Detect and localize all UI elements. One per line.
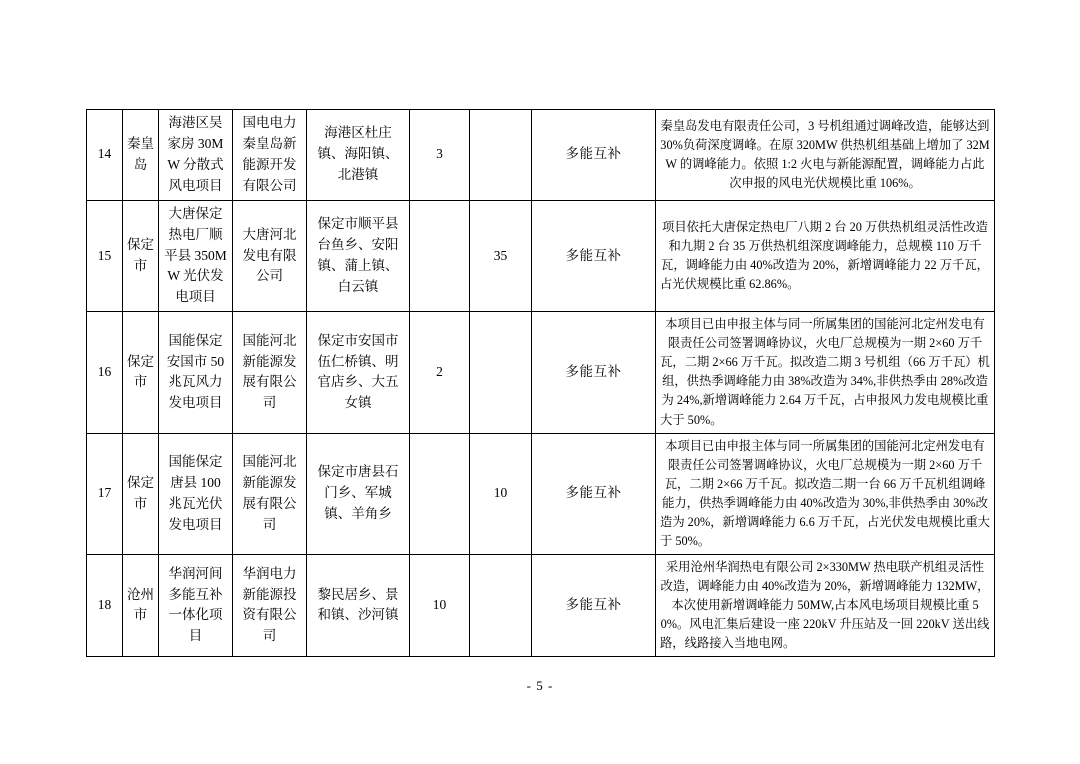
row-type: 多能互补 (532, 200, 656, 312)
row-city: 沧州市 (123, 554, 159, 656)
row-city: 保定市 (123, 312, 159, 433)
row-index: 17 (87, 433, 123, 554)
row-description: 项目依托大唐保定热电厂八期 2 台 20 万供热机组灵活性改造和九期 2 台 35 万供热机组深度调峰能力，总规模 110 万千瓦，调峰能力由 40%改造为 20%，新增调峰能力 22 万千瓦，占光伏规模比重 62.86%。 (656, 200, 995, 312)
row-applicant-company: 国电电力秦皇岛新能源开发有限公司 (233, 110, 307, 201)
row-location: 海港区杜庄镇、海阳镇、北港镇 (307, 110, 410, 201)
row-solar-scale (470, 110, 532, 201)
table-row (87, 312, 995, 433)
row-solar-scale (470, 312, 532, 433)
row-applicant-company: 华润电力新能源投资有限公司 (233, 554, 307, 656)
project-table (86, 109, 995, 657)
row-type: 多能互补 (532, 312, 656, 433)
project-table-container (86, 109, 994, 657)
project-table-body (87, 110, 995, 657)
row-wind-scale: 2 (410, 312, 470, 433)
table-row (87, 110, 995, 201)
row-index: 16 (87, 312, 123, 433)
row-city: 保定市 (123, 200, 159, 312)
table-row (87, 200, 995, 312)
row-project-name: 大唐保定热电厂顺平县 350MW 光伏发电项目 (159, 200, 233, 312)
row-applicant-company: 大唐河北发电有限公司 (233, 200, 307, 312)
row-applicant-company: 国能河北新能源发展有限公司 (233, 433, 307, 554)
row-type: 多能互补 (532, 554, 656, 656)
table-row (87, 433, 995, 554)
row-project-name: 国能保定唐县 100 兆瓦光伏发电项目 (159, 433, 233, 554)
row-index: 14 (87, 110, 123, 201)
row-solar-scale: 10 (470, 433, 532, 554)
row-wind-scale (410, 433, 470, 554)
row-solar-scale (470, 554, 532, 656)
row-type: 多能互补 (532, 110, 656, 201)
row-wind-scale: 3 (410, 110, 470, 201)
row-city: 秦皇岛 (123, 110, 159, 201)
row-description: 秦皇岛发电有限责任公司，3 号机组通过调峰改造，能够达到 30%负荷深度调峰。在原 320MW 供热机组基础上增加了 32MW 的调峰能力。依照 1:2 火电与新能源配置，调峰能力占此次申报的风电光伏规模比重 106%。 (656, 110, 995, 201)
page-number: - 5 - (526, 678, 554, 693)
row-type: 多能互补 (532, 433, 656, 554)
row-location: 保定市安国市伍仁桥镇、明官店乡、大五女镇 (307, 312, 410, 433)
row-location: 黎民居乡、景和镇、沙河镇 (307, 554, 410, 656)
row-project-name: 海港区吴家房 30MW 分散式风电项目 (159, 110, 233, 201)
row-project-name: 华润河间多能互补一体化项目 (159, 554, 233, 656)
row-wind-scale (410, 200, 470, 312)
row-project-name: 国能保定安国市 50 兆瓦风力发电项目 (159, 312, 233, 433)
row-index: 18 (87, 554, 123, 656)
row-description: 本项目已由申报主体与同一所属集团的国能河北定州发电有限责任公司签署调峰协议，火电厂总规模为一期 2×60 万千瓦，二期 2×66 万千瓦。拟改造二期 3 号机组（66 万千瓦）机组，供热季调峰能力由 38%改造为 34%,非供热季由 28%改造为 24%,新增调峰能力 2.64 万千瓦，占申报风力发电规模比重大于 50%。 (656, 312, 995, 433)
row-location: 保定市唐县石门乡、军城镇、羊角乡 (307, 433, 410, 554)
row-index: 15 (87, 200, 123, 312)
row-city: 保定市 (123, 433, 159, 554)
row-location: 保定市顺平县台鱼乡、安阳镇、蒲上镇、白云镇 (307, 200, 410, 312)
row-solar-scale: 35 (470, 200, 532, 312)
table-row (87, 554, 995, 656)
row-applicant-company: 国能河北新能源发展有限公司 (233, 312, 307, 433)
row-description: 本项目已由申报主体与同一所属集团的国能河北定州发电有限责任公司签署调峰协议，火电厂总规模为一期 2×60 万千瓦，二期 2×66 万千瓦。拟改造二期一台 66 万千瓦机组调峰能力，供热季调峰能力由 40%改造为 30%,非供热季由 30%改造为 20%，新增调峰能力 6.6 万千瓦，占光伏发电规模比重大于 50%。 (656, 433, 995, 554)
row-description: 采用沧州华润热电有限公司 2×330MW 热电联产机组灵活性改造，调峰能力由 40%改造为 20%，新增调峰能力 132MW，本次使用新增调峰能力 50MW,占本风电场项目规模比重 50%。风电汇集后建设一座 220kV 升压站及一回 220kV 送出线路，线路接入当地电网。 (656, 554, 995, 656)
row-wind-scale: 10 (410, 554, 470, 656)
